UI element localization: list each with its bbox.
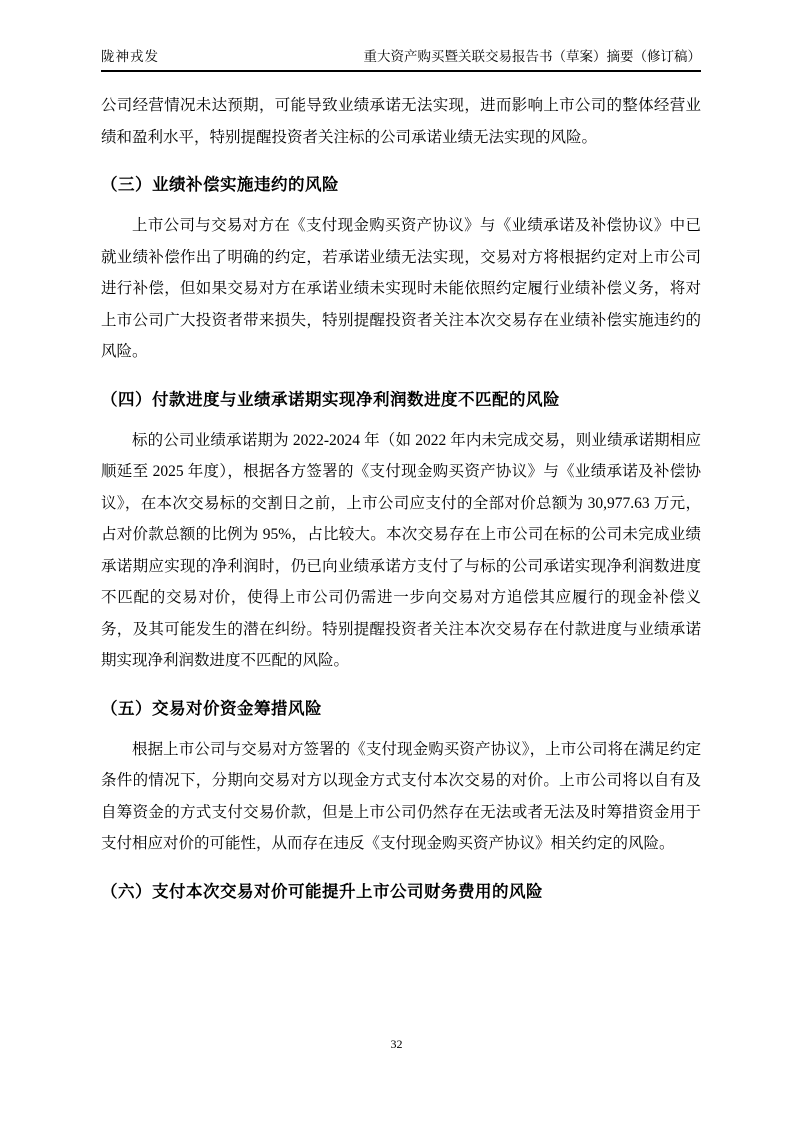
paragraph-section-4: 标的公司业绩承诺期为 2022-2024 年（如 2022 年内未完成交易，则业绩承诺期相应顺延至 2025 年度），根据各方签署的《支付现金购买资产协议》与《业绩承诺及补偿协议》，在本次交易标的交割日之前，上市公司应支付的全部对价总额为 30,977.63 万元，占对价款总额的比例为 95%，占比较大。本次交易存在上市公司在标的公司未完成业绩承诺期应实现的净利润时，仍已向业绩承诺方支付了与标的公司承诺实现净利润数进度不匹配的交易对价，使得上市公司仍需进一步向交易对方追偿其应履行的现金补偿义务，及其可能发生的潜在纠纷。特别提醒投资者关注本次交易存在付款进度与业绩承诺期实现净利润数进度不匹配的风险。 xyxy=(101,431,701,669)
section-heading-3: （三）业绩补偿实施违约的风险 xyxy=(101,176,339,194)
page-number: 32 xyxy=(390,1037,403,1051)
paragraph-continuation: 公司经营情况未达预期，可能导致业绩承诺无法实现，进而影响上市公司的整体经营业绩和盈利水平，特别提醒投资者关注标的公司承诺业绩无法实现的风险。 xyxy=(101,97,701,146)
section-heading-6: （六）支付本次交易对价可能提升上市公司财务费用的风险 xyxy=(101,882,543,901)
header-document-title: 重大资产购买暨关联交易报告书（草案）摘要（修订稿） xyxy=(363,49,701,64)
document-body xyxy=(101,90,701,917)
page-header xyxy=(101,48,701,72)
section-heading-4: （四）付款进度与业绩承诺期实现净利润数进度不匹配的风险 xyxy=(101,390,560,409)
paragraph-section-5: 根据上市公司与交易对方签署的《支付现金购买资产协议》，上市公司将在满足约定条件的情况下，分期向交易对方以现金方式支付本次交易的对价。上市公司将以自有及自筹资金的方式支付交易价款，但是上市公司仍然存在无法或者无法及时筹措资金用于支付相应对价的可能性，从而存在违反《支付现金购买资产协议》相关约定的风险。 xyxy=(101,740,701,852)
section-heading-5: （五）交易对价资金筹措风险 xyxy=(101,699,322,718)
page-footer xyxy=(0,1036,793,1052)
paragraph-section-3: 上市公司与交易对方在《支付现金购买资产协议》与《业绩承诺及补偿协议》中已就业绩补偿作出了明确的约定，若承诺业绩无法实现，交易对方将根据约定对上市公司进行补偿，但如果交易对方在承诺业绩未实现时未能依照约定履行业绩补偿义务，将对上市公司广大投资者带来损失，特别提醒投资者关注本次交易存在业绩补偿实施违约的风险。 xyxy=(101,217,701,360)
header-company-name: 陇神戎发 xyxy=(101,49,159,64)
